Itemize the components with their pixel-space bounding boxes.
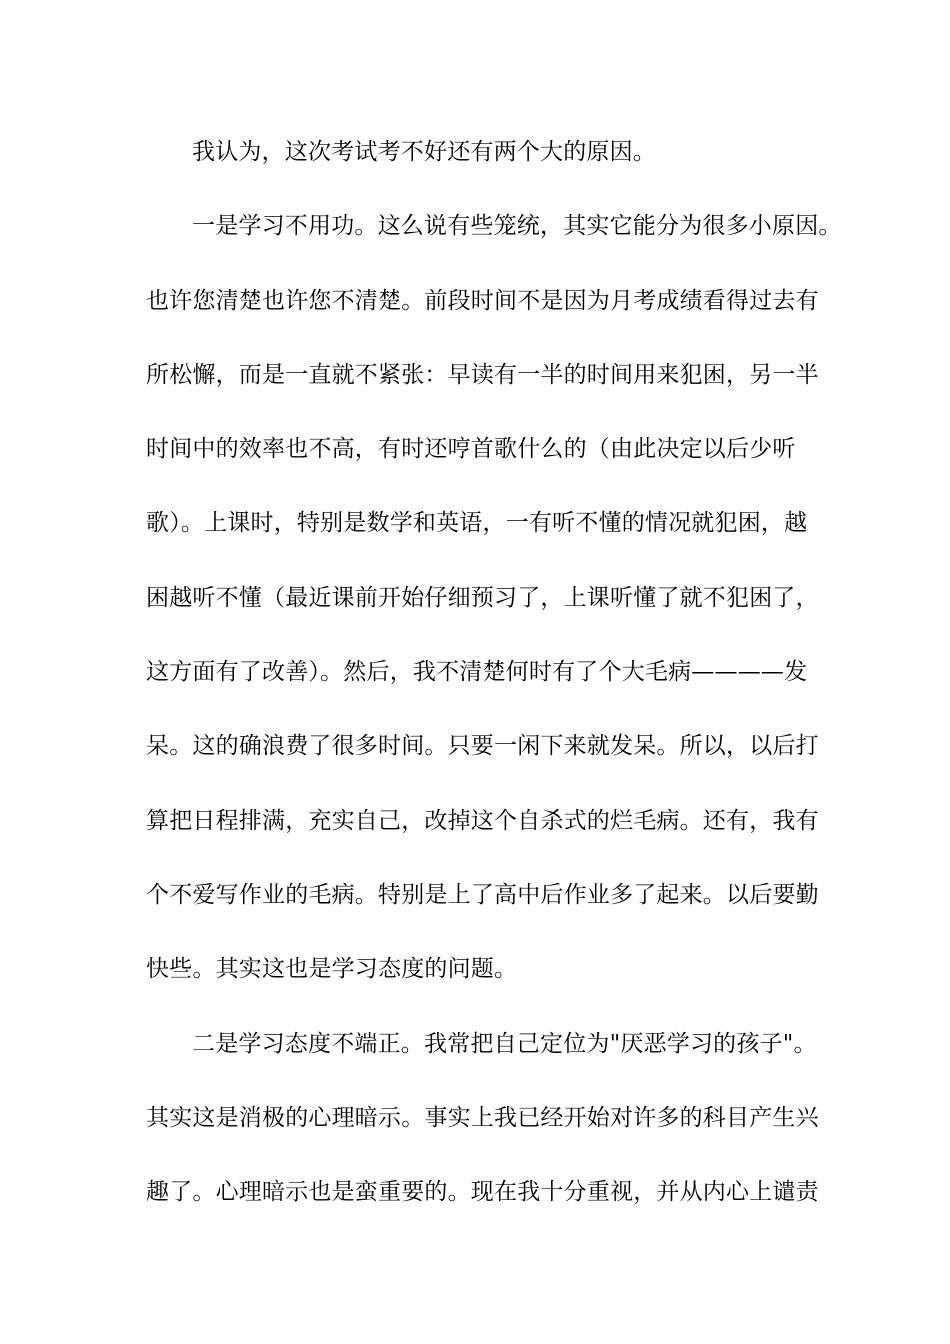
paragraph-line: 也许您清楚也许您不清楚。前段时间不是因为月考成绩看得过去有 [146, 287, 819, 314]
paragraph-line: 时间中的效率也不高，有时还哼首歌什么的（由此决定以后少听 [146, 436, 796, 463]
paragraph-line: 二是学习态度不端正。我常把自己定位为"厌恶学习的孩子"。 [192, 1030, 817, 1057]
paragraph-line: 呆。这的确浪费了很多时间。只要一闲下来就发呆。所以，以后打 [146, 733, 819, 760]
paragraph-line: 算把日程排满，充实自己，改掉这个自杀式的烂毛病。还有，我有 [146, 807, 819, 834]
paragraph-line: 个不爱写作业的毛病。特别是上了高中后作业多了起来。以后要勤 [146, 881, 819, 908]
paragraph-line: 一是学习不用功。这么说有些笼统，其实它能分为很多小原因。 [192, 213, 842, 240]
paragraph-line: 歌）。上课时，特别是数学和英语，一有听不懂的情况就犯困，越 [146, 510, 808, 537]
paragraph-line: 快些。其实这也是学习态度的问题。 [146, 956, 518, 983]
paragraph-line: 趣了。心理暗示也是蛮重要的。现在我十分重视，并从内心上谴责 [146, 1179, 819, 1206]
paragraph-line: 所松懈，而是一直就不紧张：早读有一半的时间用来犯困，另一半 [146, 361, 819, 388]
paragraph-line: 这方面有了改善）。然后，我不清楚何时有了个大毛病————发 [146, 659, 808, 686]
paragraph-line: 我认为，这次考试考不好还有两个大的原因。 [192, 139, 656, 165]
paragraph-line: 其实这是消极的心理暗示。事实上我已经开始对许多的科目产生兴 [146, 1104, 819, 1131]
body-text [146, 131, 842, 1245]
paragraph-line: 困越听不懂（最近课前开始仔细预习了，上课听懂了就不犯困了， [146, 584, 819, 611]
